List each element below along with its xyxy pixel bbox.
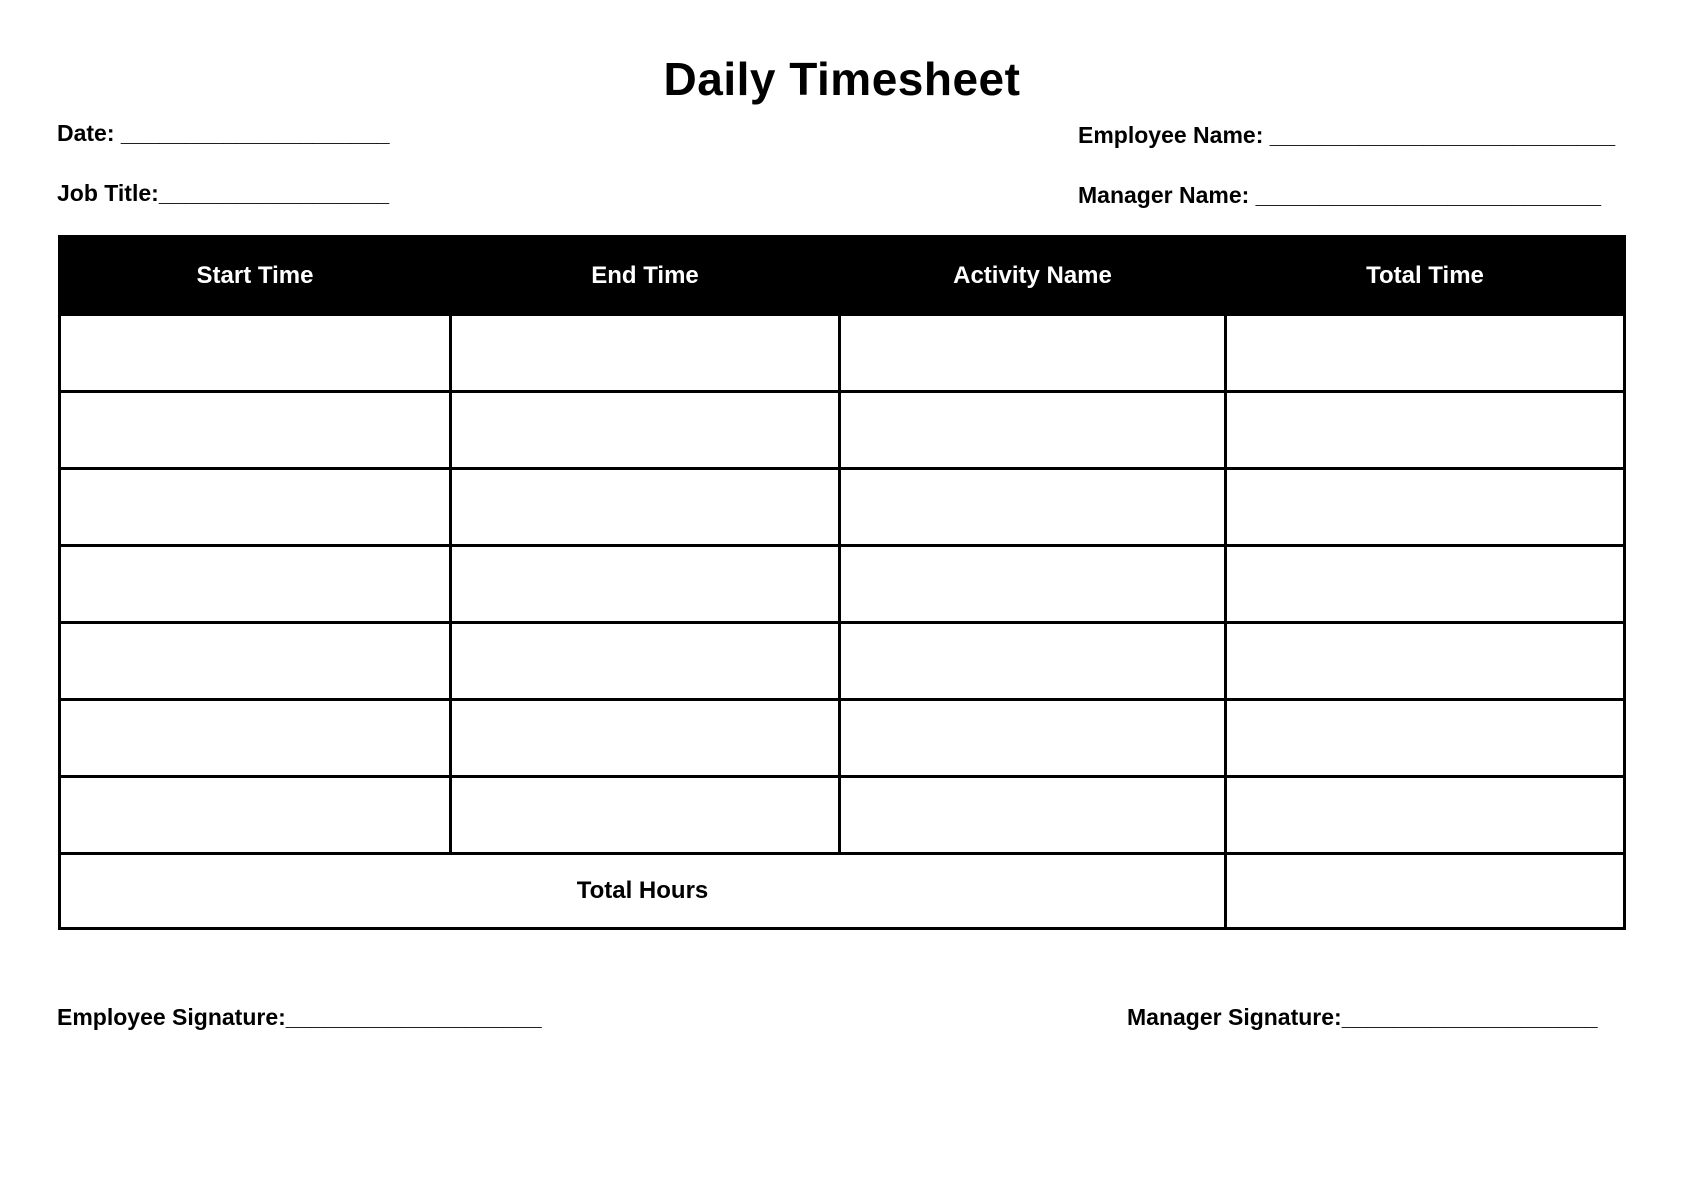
timesheet-body bbox=[60, 315, 1625, 854]
manager-signature-field bbox=[1127, 1005, 1598, 1030]
table-cell bbox=[1226, 469, 1625, 546]
table-row bbox=[60, 777, 1625, 854]
table-cell bbox=[1226, 392, 1625, 469]
table-cell bbox=[451, 777, 840, 854]
date-field bbox=[57, 121, 390, 146]
total-hours-row bbox=[60, 854, 1625, 929]
column-header-total-time: Total Time bbox=[1226, 237, 1625, 315]
table-cell bbox=[840, 623, 1226, 700]
table-row bbox=[60, 315, 1625, 392]
table-cell bbox=[451, 392, 840, 469]
table-row bbox=[60, 623, 1625, 700]
table-cell bbox=[451, 700, 840, 777]
employee-signature-label: Employee Signature: bbox=[57, 1004, 286, 1030]
column-header-end-time: End Time bbox=[451, 237, 840, 315]
table-cell bbox=[1226, 623, 1625, 700]
employee-signature-blank-line: ____________________ bbox=[285, 1004, 542, 1030]
table-cell bbox=[60, 623, 451, 700]
table-cell bbox=[840, 392, 1226, 469]
table-cell bbox=[1226, 315, 1625, 392]
manager-signature-blank-line: ____________________ bbox=[1341, 1004, 1598, 1030]
table-cell bbox=[840, 700, 1226, 777]
employee-name-field bbox=[1078, 123, 1615, 148]
table-cell bbox=[840, 546, 1226, 623]
employee-name-blank-line: ___________________________ bbox=[1269, 122, 1616, 148]
table-cell bbox=[840, 315, 1226, 392]
table-cell bbox=[451, 546, 840, 623]
table-cell bbox=[60, 546, 451, 623]
table-cell bbox=[451, 469, 840, 546]
table-cell bbox=[60, 392, 451, 469]
table-cell bbox=[60, 700, 451, 777]
date-blank-line: _____________________ bbox=[120, 120, 390, 146]
table-row bbox=[60, 469, 1625, 546]
table-cell bbox=[60, 777, 451, 854]
employee-signature-field bbox=[57, 1005, 542, 1030]
table-cell bbox=[840, 469, 1226, 546]
table-cell bbox=[60, 315, 451, 392]
column-header-start-time: Start Time bbox=[60, 237, 451, 315]
table-cell bbox=[451, 315, 840, 392]
table-cell bbox=[1226, 700, 1625, 777]
table-cell bbox=[451, 623, 840, 700]
page-title: Daily Timesheet bbox=[663, 53, 1021, 105]
table-cell bbox=[1226, 777, 1625, 854]
table-cell bbox=[60, 469, 451, 546]
employee-name-label: Employee Name: bbox=[1078, 122, 1270, 148]
total-hours-value-cell bbox=[1226, 854, 1625, 929]
table-row bbox=[60, 392, 1625, 469]
timesheet-table bbox=[58, 235, 1626, 930]
job-title-field bbox=[57, 181, 389, 206]
table-header-row bbox=[60, 237, 1625, 315]
job-title-blank-line: __________________ bbox=[158, 180, 390, 206]
table-row bbox=[60, 700, 1625, 777]
column-header-activity-name: Activity Name bbox=[840, 237, 1226, 315]
table-cell bbox=[1226, 546, 1625, 623]
table-row bbox=[60, 546, 1625, 623]
job-title-label: Job Title: bbox=[57, 180, 159, 206]
total-hours-label: Total Hours bbox=[60, 854, 1226, 929]
table-cell bbox=[840, 777, 1226, 854]
date-label: Date: bbox=[57, 120, 121, 146]
manager-name-blank-line: ___________________________ bbox=[1255, 182, 1602, 208]
manager-name-field bbox=[1078, 183, 1601, 208]
manager-signature-label: Manager Signature: bbox=[1127, 1004, 1342, 1030]
manager-name-label: Manager Name: bbox=[1078, 182, 1256, 208]
